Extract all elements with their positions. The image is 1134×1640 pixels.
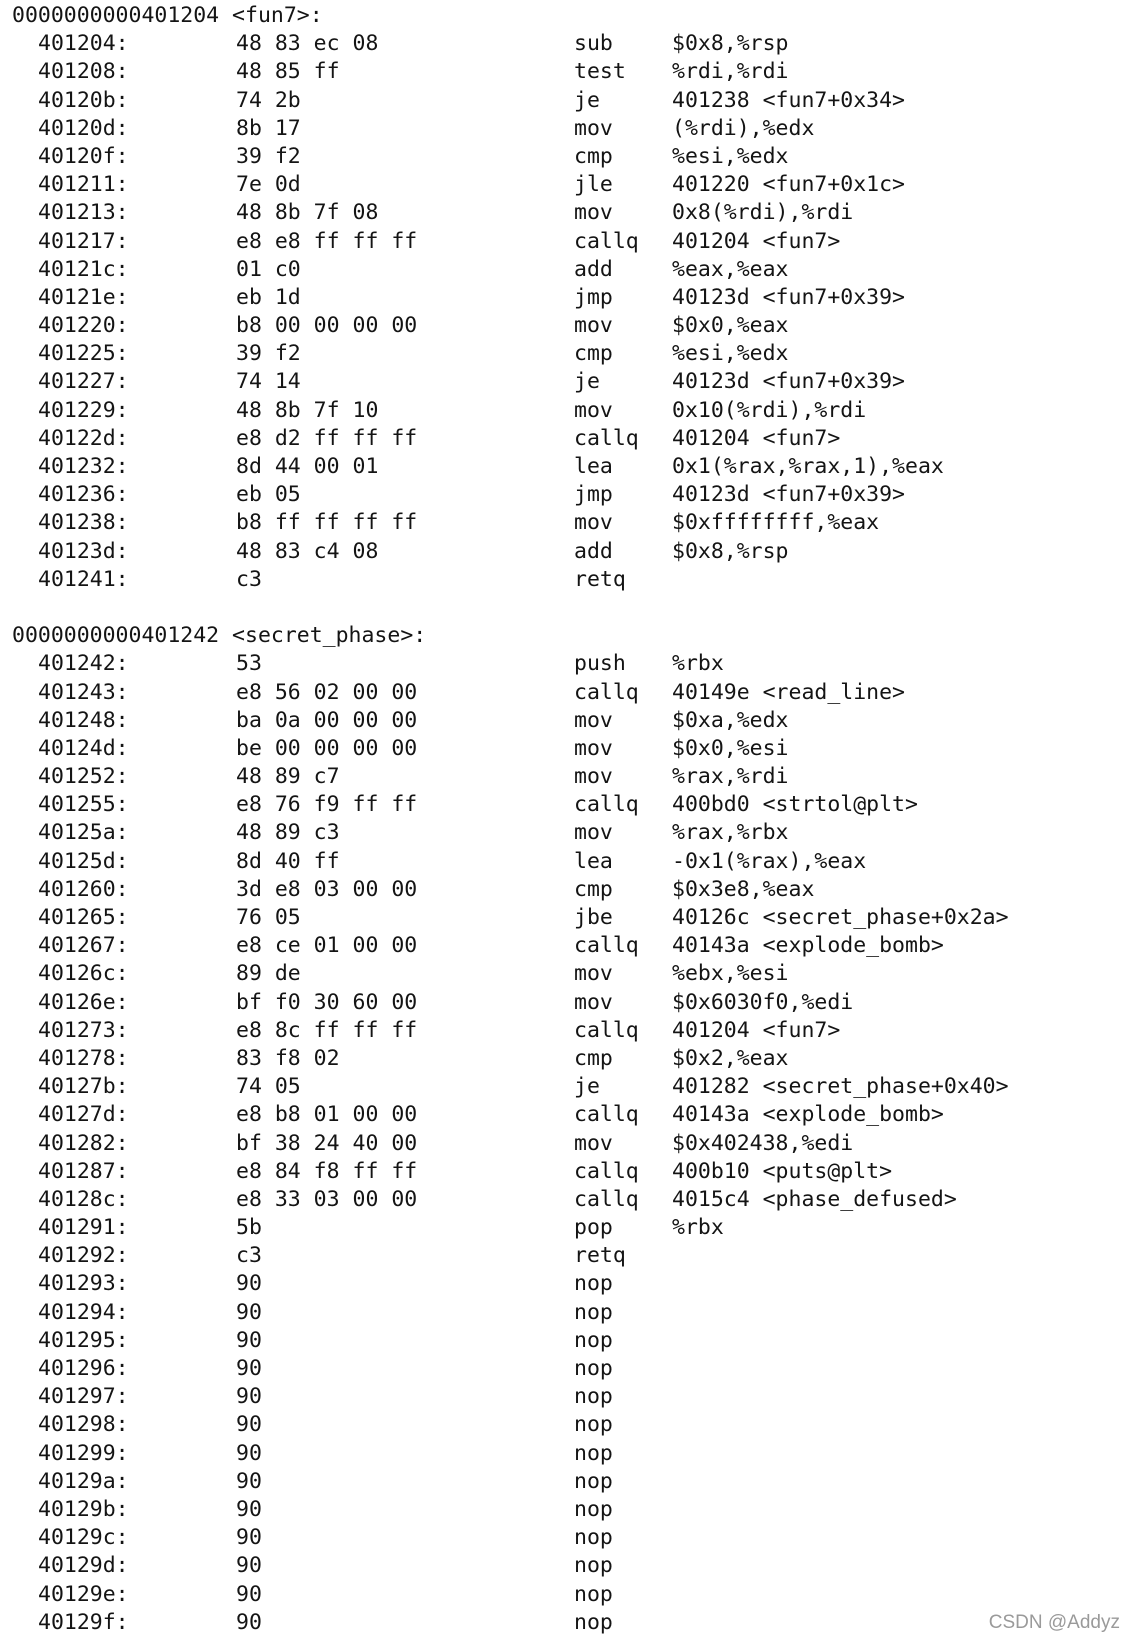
- instruction-row: [12, 87, 1122, 115]
- instruction-operands: 40143a <explode_bomb>: [672, 933, 944, 959]
- instruction-bytes: 90: [236, 1496, 262, 1522]
- instruction-mnemonic: cmp: [574, 876, 613, 902]
- instruction-bytes: c3: [236, 566, 262, 592]
- instruction-bytes: 89 de: [236, 961, 301, 987]
- instruction-bytes: c3: [236, 1243, 262, 1269]
- instruction-address: 401255:: [38, 792, 129, 818]
- instruction-mnemonic: nop: [574, 1384, 613, 1410]
- instruction-mnemonic: mov: [574, 397, 613, 423]
- instruction-row: [12, 1411, 1122, 1439]
- instruction-address: 401294:: [38, 1299, 129, 1325]
- instruction-bytes: e8 d2 ff ff ff: [236, 425, 418, 451]
- instruction-address: 401267:: [38, 933, 129, 959]
- instruction-address: 40129d:: [38, 1553, 129, 1579]
- instruction-row: [12, 791, 1122, 819]
- instruction-bytes: eb 1d: [236, 284, 301, 310]
- instruction-mnemonic: je: [574, 87, 600, 113]
- instruction-bytes: 76 05: [236, 905, 301, 930]
- instruction-operands: 40123d <fun7+0x39>: [672, 369, 905, 395]
- function-block: [12, 2, 1122, 594]
- instruction-row: [12, 960, 1122, 988]
- instruction-mnemonic: jbe: [574, 905, 613, 930]
- instruction-operands: 401204 <fun7>: [672, 228, 841, 254]
- watermark: CSDN @Addyz: [988, 1612, 1120, 1633]
- instruction-row: [12, 256, 1122, 284]
- instruction-address: 40121e:: [38, 284, 129, 310]
- instruction-row: [12, 735, 1122, 763]
- instruction-mnemonic: callq: [574, 933, 639, 959]
- instruction-mnemonic: nop: [574, 1468, 613, 1494]
- instruction-mnemonic: jle: [574, 172, 613, 198]
- instruction-bytes: 8b 17: [236, 115, 301, 141]
- instruction-address: 40129f:: [38, 1609, 129, 1635]
- instruction-mnemonic: mov: [574, 735, 613, 761]
- instruction-row: [12, 1017, 1122, 1045]
- instruction-mnemonic: jmp: [574, 284, 613, 310]
- instruction-bytes: 90: [236, 1271, 262, 1297]
- disassembly-listing: [12, 2, 1122, 1637]
- instruction-operands: (%rdi),%edx: [672, 115, 815, 141]
- instruction-bytes: ba 0a 00 00 00: [236, 707, 418, 733]
- instruction-row: [12, 876, 1122, 904]
- instruction-operands: 4015c4 <phase_defused>: [672, 1186, 957, 1212]
- instruction-mnemonic: cmp: [574, 1045, 613, 1071]
- instruction-mnemonic: callq: [574, 792, 639, 818]
- instruction-operands: %rbx: [672, 651, 724, 677]
- instruction-row: [12, 679, 1122, 707]
- instruction-operands: $0x6030f0,%edi: [672, 989, 854, 1015]
- instruction-operands: 400b10 <puts@plt>: [672, 1158, 893, 1184]
- instruction-row: [12, 1130, 1122, 1158]
- instruction-row: [12, 1552, 1122, 1580]
- instruction-operands: $0x402438,%edi: [672, 1130, 854, 1156]
- instruction-row: [12, 1440, 1122, 1468]
- instruction-row: [12, 58, 1122, 86]
- instruction-operands: $0xa,%edx: [672, 707, 789, 733]
- instruction-operands: %rax,%rdi: [672, 764, 789, 790]
- instruction-operands: 401220 <fun7+0x1c>: [672, 172, 905, 198]
- instruction-row: [12, 1242, 1122, 1270]
- instruction-address: 40128c:: [38, 1186, 129, 1212]
- instruction-bytes: 5b: [236, 1215, 262, 1241]
- instruction-bytes: 8d 44 00 01: [236, 454, 379, 479]
- instruction-row: [12, 1214, 1122, 1242]
- instruction-operands: $0x2,%eax: [672, 1045, 789, 1071]
- instruction-row: [12, 284, 1122, 312]
- instruction-operands: 40123d <fun7+0x39>: [672, 284, 905, 310]
- instruction-row: [12, 30, 1122, 58]
- instruction-bytes: 74 2b: [236, 87, 301, 113]
- instruction-bytes: e8 b8 01 00 00: [236, 1102, 418, 1128]
- instruction-address: 401282:: [38, 1130, 129, 1156]
- instruction-row: [12, 509, 1122, 537]
- instruction-row: [12, 1327, 1122, 1355]
- instruction-address: 401252:: [38, 764, 129, 790]
- instruction-address: 401291:: [38, 1215, 129, 1241]
- instruction-row: [12, 312, 1122, 340]
- instruction-operands: %esi,%edx: [672, 341, 789, 367]
- instruction-address: 401241:: [38, 566, 129, 592]
- instruction-mnemonic: lea: [574, 848, 613, 874]
- instruction-mnemonic: mov: [574, 115, 613, 141]
- instruction-bytes: e8 e8 ff ff ff: [236, 228, 418, 254]
- instruction-mnemonic: mov: [574, 510, 613, 536]
- function-header: 0000000000401242 <secret_phase>:: [12, 623, 427, 649]
- instruction-row: [12, 481, 1122, 509]
- instruction-bytes: e8 76 f9 ff ff: [236, 792, 418, 818]
- instruction-row: [12, 566, 1122, 594]
- instruction-operands: 401282 <secret_phase+0x40>: [672, 1074, 1009, 1100]
- instruction-operands: 0x8(%rdi),%rdi: [672, 200, 854, 226]
- instruction-mnemonic: mov: [574, 764, 613, 790]
- instruction-bytes: 90: [236, 1299, 262, 1325]
- instruction-row: [12, 1073, 1122, 1101]
- instruction-mnemonic: sub: [574, 31, 613, 57]
- instruction-address: 401295:: [38, 1327, 129, 1353]
- instruction-row: [12, 1270, 1122, 1298]
- instruction-bytes: 90: [236, 1553, 262, 1579]
- instruction-mnemonic: nop: [574, 1609, 613, 1635]
- instruction-address: 401298:: [38, 1412, 129, 1438]
- instruction-address: 40125a:: [38, 820, 129, 846]
- instruction-address: 401220:: [38, 313, 129, 339]
- instruction-address: 401211:: [38, 172, 129, 198]
- instruction-address: 401227:: [38, 369, 129, 395]
- instruction-bytes: eb 05: [236, 482, 301, 508]
- instruction-mnemonic: nop: [574, 1412, 613, 1438]
- instruction-address: 40120f:: [38, 143, 129, 169]
- instruction-mnemonic: mov: [574, 707, 613, 733]
- instruction-bytes: 3d e8 03 00 00: [236, 876, 418, 902]
- instruction-operands: 0x1(%rax,%rax,1),%eax: [672, 454, 944, 479]
- instruction-address: 401217:: [38, 228, 129, 254]
- instruction-bytes: 83 f8 02: [236, 1045, 340, 1071]
- instruction-bytes: 90: [236, 1581, 262, 1607]
- instruction-bytes: 01 c0: [236, 256, 301, 282]
- instruction-address: 401292:: [38, 1243, 129, 1269]
- instruction-row: [12, 1609, 1122, 1637]
- instruction-operands: 40143a <explode_bomb>: [672, 1102, 944, 1128]
- instruction-operands: $0x0,%esi: [672, 735, 789, 761]
- instruction-bytes: 7e 0d: [236, 172, 301, 198]
- instruction-mnemonic: callq: [574, 228, 639, 254]
- instruction-bytes: 90: [236, 1384, 262, 1410]
- instruction-operands: %eax,%eax: [672, 256, 789, 282]
- instruction-address: 401265:: [38, 905, 129, 930]
- instruction-bytes: 39 f2: [236, 143, 301, 169]
- instruction-address: 401236:: [38, 482, 129, 508]
- instruction-bytes: 48 8b 7f 10: [236, 397, 379, 423]
- instruction-mnemonic: mov: [574, 1130, 613, 1156]
- instruction-row: [12, 932, 1122, 960]
- instruction-address: 40129b:: [38, 1496, 129, 1522]
- instruction-row: [12, 397, 1122, 425]
- instruction-row: [12, 1383, 1122, 1411]
- instruction-row: [12, 368, 1122, 396]
- instruction-mnemonic: nop: [574, 1553, 613, 1579]
- instruction-mnemonic: nop: [574, 1271, 613, 1297]
- instruction-bytes: be 00 00 00 00: [236, 735, 418, 761]
- instruction-bytes: 90: [236, 1327, 262, 1353]
- instruction-address: 401242:: [38, 651, 129, 677]
- instruction-bytes: 53: [236, 651, 262, 677]
- instruction-address: 40124d:: [38, 735, 129, 761]
- instruction-bytes: 90: [236, 1356, 262, 1381]
- instruction-row: [12, 707, 1122, 735]
- instruction-operands: $0xffffffff,%eax: [672, 510, 880, 536]
- instruction-mnemonic: nop: [574, 1440, 613, 1466]
- instruction-address: 40126e:: [38, 989, 129, 1015]
- instruction-address: 401297:: [38, 1384, 129, 1410]
- instruction-address: 401213:: [38, 200, 129, 226]
- instruction-row: [12, 1524, 1122, 1552]
- instruction-row: [12, 340, 1122, 368]
- instruction-row: [12, 989, 1122, 1017]
- instruction-address: 401293:: [38, 1271, 129, 1297]
- instruction-bytes: 90: [236, 1468, 262, 1494]
- instruction-mnemonic: je: [574, 1074, 600, 1100]
- instruction-operands: %ebx,%esi: [672, 961, 789, 987]
- instruction-bytes: 48 85 ff: [236, 59, 340, 85]
- instruction-mnemonic: retq: [574, 1243, 626, 1269]
- instruction-mnemonic: nop: [574, 1525, 613, 1551]
- instruction-row: [12, 650, 1122, 678]
- instruction-mnemonic: callq: [574, 679, 639, 705]
- instruction-bytes: 90: [236, 1525, 262, 1551]
- instruction-operands: %esi,%edx: [672, 143, 789, 169]
- instruction-address: 401278:: [38, 1045, 129, 1071]
- instruction-mnemonic: lea: [574, 454, 613, 479]
- instruction-bytes: 48 89 c7: [236, 764, 340, 790]
- instruction-mnemonic: nop: [574, 1327, 613, 1353]
- instruction-bytes: e8 8c ff ff ff: [236, 1017, 418, 1043]
- instruction-operands: $0x0,%eax: [672, 313, 789, 339]
- instruction-row: [12, 904, 1122, 932]
- instruction-row: [12, 1581, 1122, 1609]
- instruction-mnemonic: jmp: [574, 482, 613, 508]
- instruction-operands: %rax,%rbx: [672, 820, 789, 846]
- instruction-bytes: 39 f2: [236, 341, 301, 367]
- instruction-address: 401238:: [38, 510, 129, 536]
- instruction-mnemonic: pop: [574, 1215, 613, 1241]
- instruction-address: 40127b:: [38, 1074, 129, 1100]
- function-block: [12, 622, 1122, 1637]
- instruction-bytes: e8 33 03 00 00: [236, 1186, 418, 1212]
- instruction-operands: $0x8,%rsp: [672, 538, 789, 564]
- instruction-address: 40121c:: [38, 256, 129, 282]
- instruction-bytes: 74 05: [236, 1074, 301, 1100]
- instruction-mnemonic: cmp: [574, 341, 613, 367]
- instruction-mnemonic: callq: [574, 1017, 639, 1043]
- instruction-mnemonic: mov: [574, 989, 613, 1015]
- instruction-row: [12, 1101, 1122, 1129]
- instruction-address: 40129e:: [38, 1581, 129, 1607]
- instruction-mnemonic: add: [574, 538, 613, 564]
- instruction-address: 401296:: [38, 1356, 129, 1381]
- instruction-operands: 40123d <fun7+0x39>: [672, 482, 905, 508]
- instruction-address: 401229:: [38, 397, 129, 423]
- instruction-address: 401273:: [38, 1017, 129, 1043]
- instruction-row: [12, 1299, 1122, 1327]
- instruction-bytes: 90: [236, 1440, 262, 1466]
- instruction-operands: 40126c <secret_phase+0x2a>: [672, 905, 1009, 930]
- instruction-bytes: e8 ce 01 00 00: [236, 933, 418, 959]
- instruction-bytes: bf 38 24 40 00: [236, 1130, 418, 1156]
- section-gap: [12, 594, 1122, 622]
- function-header: 0000000000401204 <fun7>:: [12, 3, 323, 28]
- instruction-address: 401208:: [38, 59, 129, 85]
- instruction-row: [12, 171, 1122, 199]
- instruction-row: [12, 1045, 1122, 1073]
- instruction-operands: $0x8,%rsp: [672, 31, 789, 57]
- instruction-mnemonic: nop: [574, 1581, 613, 1607]
- instruction-bytes: e8 56 02 00 00: [236, 679, 418, 705]
- instruction-mnemonic: nop: [574, 1299, 613, 1325]
- instruction-operands: $0x3e8,%eax: [672, 876, 815, 902]
- instruction-address: 401232:: [38, 454, 129, 479]
- instruction-operands: 401238 <fun7+0x34>: [672, 87, 905, 113]
- instruction-bytes: 90: [236, 1412, 262, 1438]
- instruction-address: 40127d:: [38, 1102, 129, 1128]
- instruction-operands: %rbx: [672, 1215, 724, 1241]
- instruction-address: 401204:: [38, 31, 129, 57]
- instruction-mnemonic: callq: [574, 1102, 639, 1128]
- instruction-row: [12, 1468, 1122, 1496]
- instruction-operands: 40149e <read_line>: [672, 679, 905, 705]
- instruction-row: [12, 228, 1122, 256]
- instruction-mnemonic: test: [574, 59, 626, 85]
- instruction-address: 40129c:: [38, 1525, 129, 1551]
- instruction-row: [12, 1186, 1122, 1214]
- instruction-bytes: 74 14: [236, 369, 301, 395]
- instruction-mnemonic: callq: [574, 1186, 639, 1212]
- instruction-row: [12, 115, 1122, 143]
- instruction-address: 401243:: [38, 679, 129, 705]
- instruction-mnemonic: mov: [574, 961, 613, 987]
- instruction-address: 40129a:: [38, 1468, 129, 1494]
- instruction-mnemonic: retq: [574, 566, 626, 592]
- instruction-mnemonic: callq: [574, 425, 639, 451]
- instruction-operands: 0x10(%rdi),%rdi: [672, 397, 867, 423]
- instruction-bytes: 48 83 c4 08: [236, 538, 379, 564]
- instruction-address: 40120d:: [38, 115, 129, 141]
- instruction-row: [12, 425, 1122, 453]
- instruction-mnemonic: mov: [574, 820, 613, 846]
- instruction-bytes: b8 ff ff ff ff: [236, 510, 418, 536]
- instruction-operands: 401204 <fun7>: [672, 1017, 841, 1043]
- instruction-row: [12, 143, 1122, 171]
- instruction-row: [12, 199, 1122, 227]
- instruction-bytes: 8d 40 ff: [236, 848, 340, 874]
- instruction-mnemonic: je: [574, 369, 600, 395]
- instruction-address: 40123d:: [38, 538, 129, 564]
- instruction-address: 401248:: [38, 707, 129, 733]
- instruction-mnemonic: cmp: [574, 143, 613, 169]
- instruction-operands: -0x1(%rax),%eax: [672, 848, 867, 874]
- instruction-bytes: 48 83 ec 08: [236, 31, 379, 57]
- instruction-mnemonic: add: [574, 256, 613, 282]
- instruction-mnemonic: nop: [574, 1496, 613, 1522]
- instruction-row: [12, 819, 1122, 847]
- instruction-mnemonic: mov: [574, 313, 613, 339]
- instruction-operands: 400bd0 <strtol@plt>: [672, 792, 918, 818]
- instruction-bytes: bf f0 30 60 00: [236, 989, 418, 1015]
- instruction-mnemonic: push: [574, 651, 626, 677]
- instruction-bytes: 48 89 c3: [236, 820, 340, 846]
- instruction-address: 401299:: [38, 1440, 129, 1466]
- instruction-mnemonic: nop: [574, 1356, 613, 1381]
- instruction-bytes: b8 00 00 00 00: [236, 313, 418, 339]
- instruction-address: 401287:: [38, 1158, 129, 1184]
- instruction-address: 40120b:: [38, 87, 129, 113]
- instruction-bytes: e8 84 f8 ff ff: [236, 1158, 418, 1184]
- instruction-row: [12, 1496, 1122, 1524]
- instruction-row: [12, 848, 1122, 876]
- instruction-bytes: 48 8b 7f 08: [236, 200, 379, 226]
- instruction-row: [12, 1355, 1122, 1383]
- instruction-bytes: 90: [236, 1609, 262, 1635]
- instruction-address: 40126c:: [38, 961, 129, 987]
- instruction-address: 40122d:: [38, 425, 129, 451]
- instruction-row: [12, 538, 1122, 566]
- instruction-row: [12, 763, 1122, 791]
- instruction-operands: 401204 <fun7>: [672, 425, 841, 451]
- instruction-mnemonic: callq: [574, 1158, 639, 1184]
- instruction-address: 40125d:: [38, 848, 129, 874]
- instruction-address: 401260:: [38, 876, 129, 902]
- instruction-operands: %rdi,%rdi: [672, 59, 789, 85]
- instruction-row: [12, 1158, 1122, 1186]
- instruction-address: 401225:: [38, 341, 129, 367]
- instruction-row: [12, 453, 1122, 481]
- instruction-mnemonic: mov: [574, 200, 613, 226]
